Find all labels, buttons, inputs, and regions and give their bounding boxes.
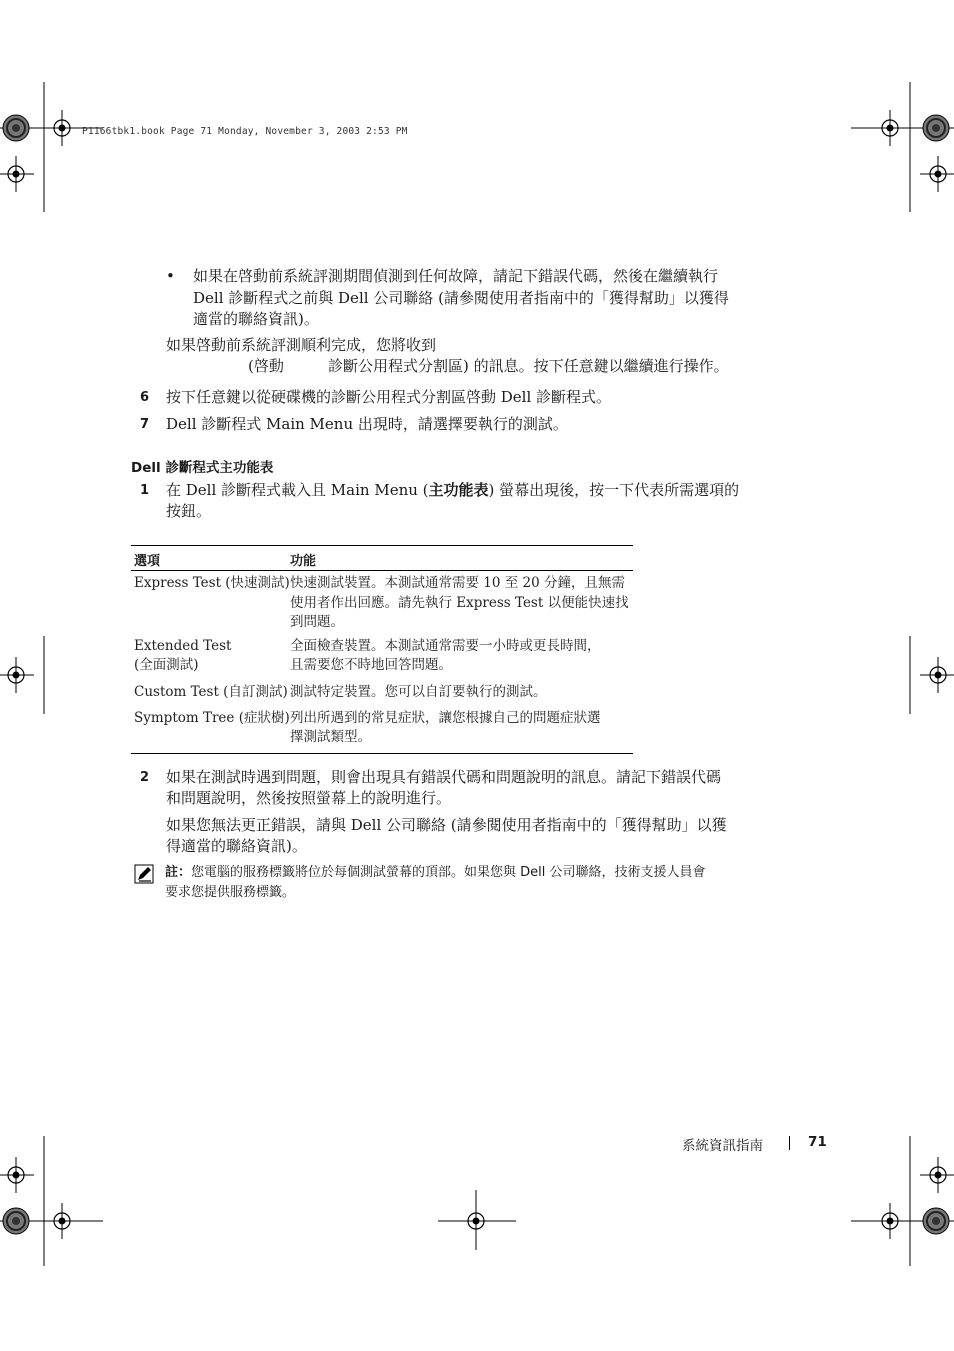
- success-line-1: 如果啓動前系統評測順利完成，您將收到: [166, 336, 437, 354]
- bullet-line-2: Dell 診斷程式之前與 Dell 公司聯絡 (請參閱使用者指南中的「獲得幫助」以獲得: [193, 289, 729, 307]
- note-line-2: 要求您提供服務標籤。: [165, 885, 296, 900]
- book-slug-line: P1166tbk1.book Page 71 Monday, November 3, 2003 2:53 PM: [82, 126, 408, 137]
- step-2-number: 2: [140, 770, 150, 785]
- step-2-follow-line-2: 得適當的聯絡資訊)。: [166, 837, 307, 855]
- step-2-line-1: 如果在測試時遇到問題，則會出現具有錯誤代碼和問題說明的訊息。請記下錯誤代碼: [166, 768, 722, 786]
- table-header-function: 功能: [290, 554, 317, 569]
- table-row-2-option-1: Extended Test: [134, 638, 232, 654]
- step-2-line-2: 和問題說明，然後按照螢幕上的說明進行。: [166, 789, 452, 807]
- table-row-2-option-2: (全面測試): [134, 657, 199, 673]
- step-6-text: 按下任意鍵以從硬碟機的診斷公用程式分割區啓動 Dell 診斷程式。: [166, 388, 612, 406]
- footer-page-number: 71: [808, 1134, 827, 1150]
- step-6-number: 6: [140, 390, 150, 405]
- step-1-number: 1: [140, 483, 150, 498]
- table-row-1-option: Express Test (快速測試): [134, 575, 290, 591]
- table-row-4-function-2: 擇測試類型。: [290, 729, 371, 745]
- step-2-follow-line-1: 如果您無法更正錯誤，請與 Dell 公司聯絡 (請參閱使用者指南中的「獲得幫助」以獲: [166, 816, 727, 834]
- bullet-line-1: 如果在啓動前系統評測期間偵測到任何故障，請記下錯誤代碼，然後在繼續執行: [193, 267, 719, 285]
- step-1-line-2: 按鈕。: [166, 502, 212, 520]
- table-row-2-function-2: 且需要您不時地回答問題。: [290, 657, 452, 673]
- step-1-text-post: ) 螢幕出現後，按一下代表所需選項的: [488, 481, 740, 499]
- step-1-text-pre: 在 Dell 診斷程式載入且 Main Menu (: [166, 481, 429, 499]
- bullet-line-3: 適當的聯絡資訊)。: [193, 310, 319, 328]
- bullet-marker: •: [166, 267, 175, 285]
- step-1-line-1: [166, 480, 739, 501]
- table-header-option: 選項: [134, 554, 161, 569]
- step-7-text: Dell 診斷程式 Main Menu 出現時，請選擇要執行的測試。: [166, 415, 568, 433]
- table-row-3-function: 測試特定裝置。您可以自訂要執行的測試。: [290, 684, 547, 700]
- step-1-text-bold: 主功能表: [428, 481, 489, 499]
- table-row-1-function-2: 使用者作出回應。請先執行 Express Test 以便能快速找: [290, 595, 629, 611]
- footer-book-title: 系統資訊指南: [682, 1138, 763, 1154]
- step-7-number: 7: [140, 417, 150, 432]
- note-body-1: 您電腦的服務標籤將位於每個測試螢幕的頂部。如果您與 Dell 公司聯絡，技術支援人員會: [191, 865, 706, 880]
- success-line-2a: (啓動: [248, 357, 284, 375]
- table-row-4-function-1: 列出所遇到的常見症狀，讓您根據自己的問題症狀選: [290, 710, 601, 726]
- table-row-3-option: Custom Test (自訂測試): [134, 684, 288, 700]
- table-row-1-function-3: 到問題。: [290, 614, 344, 630]
- table-row-1-function-1: 快速測試裝置。本測試通常需要 10 至 20 分鐘，且無需: [290, 575, 626, 591]
- pencil-note-icon: [134, 864, 154, 884]
- table-row-4-option: Symptom Tree (症狀樹): [134, 710, 290, 726]
- note-line-1: [165, 863, 706, 883]
- section-heading: Dell 診斷程式主功能表: [131, 460, 274, 476]
- note-label: 註：: [165, 865, 192, 880]
- table-row-2-function-1: 全面檢查裝置。本測試通常需要一小時或更長時間，: [290, 638, 601, 654]
- table-header-rule: [131, 570, 633, 571]
- success-line-2b: 診斷公用程式分割區) 的訊息。按下任意鍵以繼續進行操作。: [328, 357, 729, 375]
- footer-separator: [789, 1136, 790, 1150]
